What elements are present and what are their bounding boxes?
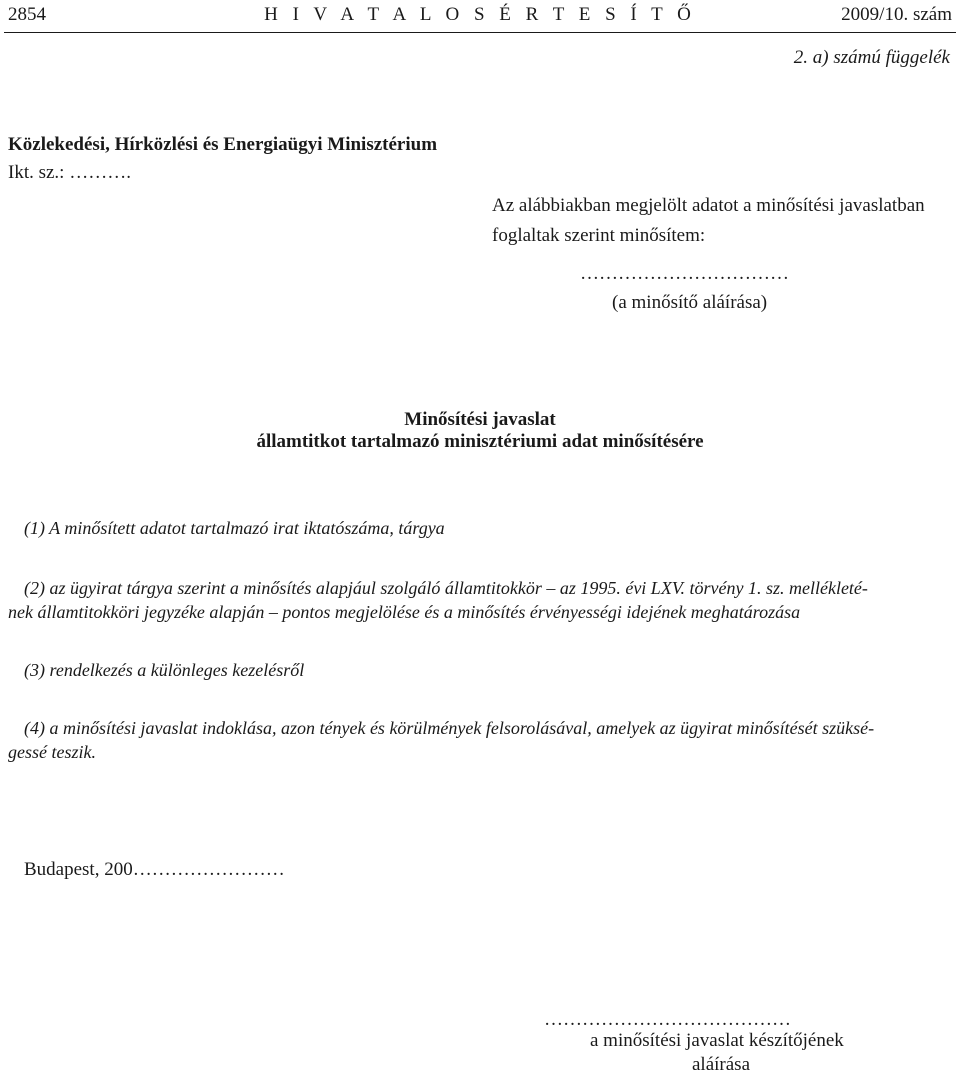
approval-text-line-2: foglaltak szerint minősítem: bbox=[492, 225, 706, 246]
preparer-signature-label-line-2: aláírása bbox=[692, 1054, 751, 1075]
header-divider bbox=[4, 32, 956, 33]
file-number: Ikt. sz.: ………. bbox=[8, 162, 131, 183]
form-item-3: (3) rendelkezés a különleges kezelésről bbox=[24, 660, 305, 680]
preparer-signature-line: ………………………………… bbox=[544, 1009, 791, 1030]
form-item-2-line-2: nek államtitokköri jegyzéke alapján – pontos megjelölése és a minősítés érvényességi idejének meghatározása bbox=[8, 602, 801, 622]
appendix-label: 2. a) számú függelék bbox=[793, 47, 950, 68]
form-item-2-line-1: (2) az ügyirat tárgya szerint a minősítés alapjául szolgáló államtitokkör – az 1995. évi LXV. törvény 1. sz. mellékleté- bbox=[24, 578, 868, 598]
issue-number: 2009/10. szám bbox=[841, 4, 952, 25]
form-item-4-line-2: gessé teszik. bbox=[8, 742, 96, 762]
journal-title: H I V A T A L O S É R T E S Í T Ő bbox=[264, 4, 696, 25]
form-item-4-line-1: (4) a minősítési javaslat indoklása, azon tények és körülmények felsorolásával, amelyek az ügyirat minősítését szüksé- bbox=[24, 718, 875, 738]
classifier-signature-label: (a minősítő aláírása) bbox=[612, 292, 768, 313]
document-subtitle: államtitkot tartalmazó minisztériumi adat minősítésére bbox=[256, 431, 704, 452]
form-item-1: (1) A minősített adatot tartalmazó irat iktatószáma, tárgya bbox=[24, 518, 445, 538]
classifier-signature-line: …………………………… bbox=[580, 263, 789, 284]
ministry-name: Közlekedési, Hírközlési és Energiaügyi Minisztérium bbox=[8, 134, 438, 155]
page-number: 2854 bbox=[8, 4, 46, 25]
preparer-signature-label-line-1: a minősítési javaslat készítőjének bbox=[590, 1030, 844, 1051]
document-title: Minősítési javaslat bbox=[404, 409, 556, 430]
place-and-date: Budapest, 200…………………… bbox=[24, 859, 285, 880]
approval-text-line-1: Az alábbiakban megjelölt adatot a minősítési javaslatban bbox=[492, 195, 925, 216]
